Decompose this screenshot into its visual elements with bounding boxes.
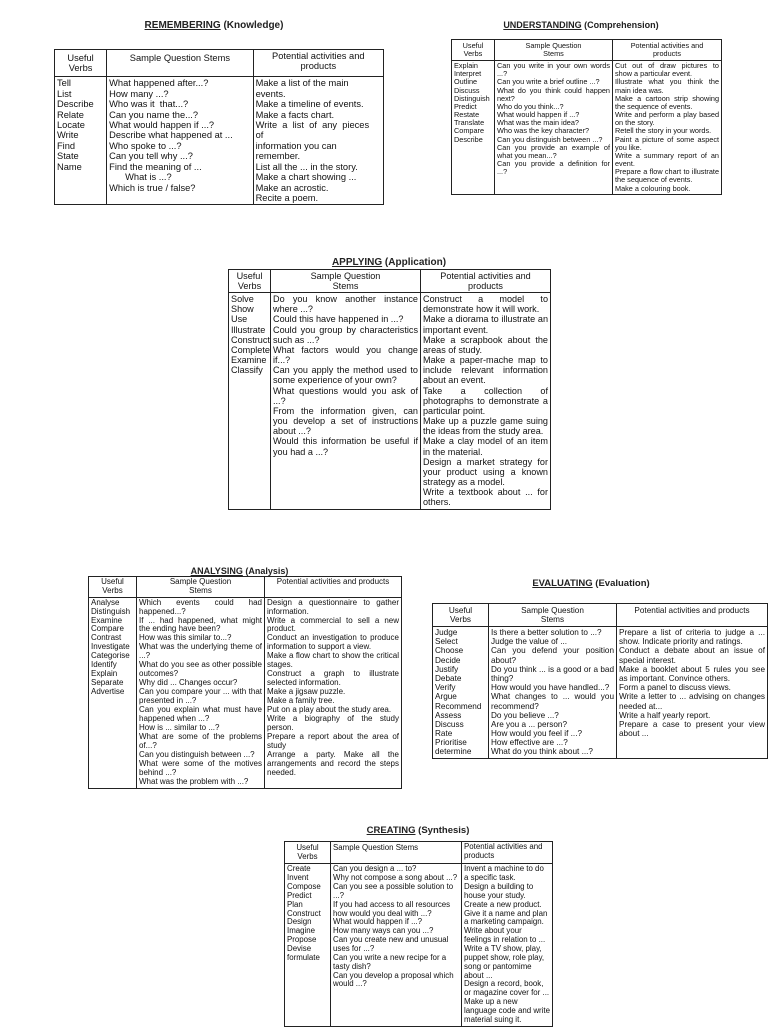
verb-item: Relate: [57, 109, 84, 120]
stem-item: Can you write in your own words ...?: [497, 61, 613, 79]
verb-item: Justify: [435, 664, 459, 674]
creating-title: [284, 825, 552, 836]
verb-item: Create: [287, 864, 311, 874]
verb-item: Choose: [435, 646, 464, 656]
activity-item: Cut out of draw pictures to show a particular event.: [615, 61, 722, 79]
verb-item: Illustrate: [231, 324, 266, 335]
verb-item: Discuss: [454, 85, 480, 95]
activity-item: Write and perform a play based on the story.: [615, 110, 722, 128]
verb-item: Recommend: [435, 701, 482, 711]
stem-item: What changes to ... would you recommend?: [491, 692, 617, 711]
verb-item: Distinguish: [454, 93, 490, 103]
activity-item: Make a booklet about 5 rules you see as important. Convince others.: [619, 664, 768, 683]
applying-activities-cell: [421, 293, 551, 510]
activity-item: Write a letter to ... advising on changes needed at...: [619, 692, 768, 711]
activity-item: Write about your feelings in relation to ...: [464, 926, 546, 945]
activity-item: Make an acrostic.: [255, 182, 329, 193]
applying-title-keyword: APPLYING: [331, 257, 383, 268]
activity-item: Conduct an investigation to produce information to support a view.: [267, 633, 402, 652]
verb-item: Write: [57, 130, 79, 141]
verb-item: Propose: [287, 935, 317, 945]
remembering-activities-cell: [253, 77, 383, 205]
understanding-verbs-cell: [452, 61, 495, 195]
stem-item: What would happen if ...?: [333, 917, 423, 927]
activity-item: Illustrate what you think the main idea was.: [615, 77, 722, 95]
verb-item: Explain: [454, 61, 478, 71]
verb-item: Investigate: [91, 642, 130, 652]
stem-item: Describe what happened at ...: [109, 130, 233, 141]
verb-item: Predict: [454, 101, 477, 111]
header-activities: Potential activities and products: [253, 50, 383, 77]
verb-item: Contrast: [91, 633, 122, 643]
understanding-header-row: [452, 40, 722, 61]
analysing-title: [78, 566, 401, 576]
verb-item: Discuss: [435, 719, 464, 729]
stem-item: Can you defend your position about?: [491, 646, 617, 665]
understanding-title: [441, 20, 721, 30]
verb-item: Construct: [287, 908, 321, 918]
stem-item: Do you believe ...?: [491, 710, 559, 720]
activity-item: Retell the story in your words.: [615, 126, 712, 136]
evaluating-table: [432, 603, 768, 759]
stem-item: How was this similar to...?: [139, 633, 232, 643]
header-activities: Potential activities and products: [265, 577, 402, 598]
creating-table: [284, 841, 553, 1027]
verb-item: formulate: [287, 952, 320, 962]
creating-verbs-cell: [285, 864, 331, 1026]
header-verbs: Useful Verbs: [89, 577, 137, 598]
understanding-body-row: [452, 61, 722, 195]
verb-item: Tell: [57, 78, 71, 89]
activity-item: Make a scrapbook about the areas of study.: [423, 334, 551, 355]
verb-item: Devise: [287, 943, 312, 953]
activity-item: Take a collection of photographs to demonstrate a particular point.: [423, 385, 551, 416]
stem-item: Can you name the...?: [109, 109, 199, 120]
stem-item: Can you compare your ... with that presented in ...?: [139, 687, 265, 706]
verb-item: Construct: [231, 334, 270, 345]
stem-item: Can you write a new recipe for a tasty dish?: [333, 952, 449, 971]
header-verbs: Useful Verbs: [55, 50, 107, 77]
header-stems: Sample Question Stems: [107, 50, 253, 77]
remembering-stems-cell: [107, 77, 253, 205]
verb-item: Plan: [287, 899, 303, 909]
verb-item: Identify: [91, 660, 117, 670]
activity-item: Make a colouring book.: [615, 183, 691, 193]
verb-item: Analyse: [91, 597, 120, 607]
verb-item: Judge: [435, 628, 458, 638]
verb-item: Name: [57, 161, 82, 172]
stem-item: Who do you think...?: [497, 101, 564, 111]
stem-item: How would you feel if ...?: [491, 729, 583, 739]
activity-item: Prepare a case to present your view about ...: [619, 719, 768, 739]
stem-item: Who was it that...?: [109, 99, 189, 110]
verb-item: Debate: [435, 673, 462, 683]
stem-item: What are some of the problems of...?: [139, 731, 265, 750]
activity-item: Form a panel to discuss views.: [619, 683, 731, 693]
remembering-verbs-cell: [55, 77, 107, 205]
verb-item: Interpret: [454, 69, 482, 79]
verb-item: Locate: [57, 120, 85, 131]
verb-item: Imagine: [287, 926, 316, 936]
header-activities: Potential activities and products: [617, 604, 768, 627]
analysing-title-keyword: ANALYSING: [190, 566, 243, 576]
verb-item: Prioritise: [435, 738, 467, 748]
applying-title-subtitle: (Application): [382, 257, 447, 268]
stem-item: How is ... similar to ...?: [139, 722, 220, 732]
header-stems: Sample Question Stems: [495, 40, 613, 61]
understanding-table: [451, 39, 722, 195]
stem-item: What do you see as other possible outcomes?: [139, 660, 265, 679]
stem-item: Are you a ... person?: [491, 719, 568, 729]
analysing-header-row: [89, 577, 402, 598]
header-stems: Sample Question Stems: [331, 842, 462, 864]
analysing-body-row: [89, 597, 402, 788]
activity-item: Make a paper-mache map to include relevant information about an event.: [423, 355, 551, 386]
remembering-title-subtitle: (Knowledge): [220, 20, 284, 31]
activity-item: Make a list of the main events.: [255, 78, 352, 99]
stem-item: Why not compose a song about ...?: [333, 873, 458, 883]
evaluating-body-row: [433, 627, 768, 759]
verb-item: Assess: [435, 710, 462, 720]
stem-item: Can you explain what must have happened when ...?: [139, 705, 265, 723]
header-activities: Potential activities and products: [613, 40, 722, 61]
verb-item: Outline: [454, 77, 478, 87]
verb-item: Verify: [435, 683, 456, 693]
activity-item: Write a list of any pieces of: [255, 120, 375, 141]
activity-item: Make a clay model of an item in the material.: [423, 436, 551, 457]
verb-item: Separate: [91, 678, 124, 688]
remembering-title-keyword: REMEMBERING: [144, 20, 221, 31]
activity-item: information you can remember.: [255, 140, 340, 162]
header-activities: Potential activities and products: [462, 842, 553, 864]
analysing-stems-cell: [137, 597, 265, 788]
verb-item: Describe: [454, 134, 483, 144]
verb-item: Compare: [454, 126, 485, 136]
activity-item: Prepare a report about the area of study: [267, 731, 402, 750]
stem-item: Which events could had happened...?: [139, 597, 265, 616]
evaluating-verbs-cell: [433, 627, 489, 759]
stem-item: Why did ... Changes occur?: [139, 678, 238, 688]
activity-item: Prepare a list of criteria to judge a ... show. Indicate priority and ratings.: [619, 628, 768, 647]
stem-item: Can you distinguish between ...?: [139, 749, 255, 759]
stem-item: Do you know another instance where ...?: [273, 294, 421, 315]
stem-item: How many ways can you ...?: [333, 926, 434, 936]
stem-item: If ... had happened, what might the ending have been?: [139, 615, 265, 634]
stem-item: Can you apply the method used to some experience of your own?: [273, 365, 421, 386]
evaluating-title-subtitle: (Evaluation): [592, 578, 650, 589]
creating-stems-cell: [331, 864, 462, 1026]
activity-item: Arrange a party. Make all the arrangements and record the steps needed.: [267, 749, 402, 777]
understanding-section: [451, 20, 721, 195]
verb-item: List: [57, 88, 72, 99]
verb-item: Advertise: [91, 687, 125, 697]
activity-item: Write a half yearly report.: [619, 710, 711, 720]
stem-item: What is ...?: [125, 172, 172, 183]
header-stems: Sample Question Stems: [271, 270, 421, 293]
verb-item: Decide: [435, 655, 461, 665]
activity-item: Write a textbook about ... for others.: [423, 487, 551, 508]
stem-item: What would happen if ...?: [497, 110, 580, 120]
stem-item: What was the main idea?: [497, 118, 579, 128]
activity-item: Conduct a debate about an issue of special interest.: [619, 646, 768, 665]
analysing-table: [88, 576, 402, 789]
stem-item: From the information given, can you develop a set of instructions about ...?: [273, 405, 421, 437]
understanding-activities-cell: [613, 61, 722, 195]
stem-item: Which is true / false?: [109, 182, 196, 193]
header-activities: Potential activities and products: [421, 270, 551, 293]
stem-item: What factors would you change if...?: [273, 344, 421, 366]
applying-table: [228, 269, 551, 510]
header-stems: Sample Question Stems: [489, 604, 617, 627]
remembering-header-row: [55, 50, 384, 77]
verb-item: Predict: [287, 890, 312, 900]
evaluating-title: [414, 578, 768, 589]
stem-item: What was the problem with ...?: [139, 776, 249, 786]
verb-item: Use: [231, 314, 248, 325]
verb-item: Categorise: [91, 651, 130, 661]
stem-item: Can you create new and unusual uses for ...?: [333, 935, 451, 953]
activity-item: Design a questionnaire to gather information.: [267, 597, 402, 616]
verb-item: Complete: [231, 344, 270, 355]
stem-item: Can you provide an example of what you mean...?: [497, 142, 613, 160]
understanding-stems-cell: [495, 61, 613, 195]
verb-item: Compose: [287, 882, 321, 892]
stem-item: If you had access to all resources how would you deal with ...?: [333, 899, 453, 918]
activity-item: Design a record, book, or magazine cover for ...: [464, 979, 550, 998]
remembering-table: [54, 49, 384, 205]
understanding-title-keyword: UNDERSTANDING: [503, 20, 582, 30]
activity-item: Construct a model to demonstrate how it will work.: [423, 294, 551, 315]
verb-item: Select: [435, 637, 458, 647]
activity-item: Make a timeline of events.: [255, 99, 364, 110]
verb-item: Examine: [231, 355, 267, 366]
verb-item: Design: [287, 917, 312, 927]
stem-item: Who spoke to ...?: [109, 140, 182, 151]
verb-item: State: [57, 151, 79, 162]
stem-item: Can you tell why ...?: [109, 151, 193, 162]
evaluating-section: [432, 578, 768, 759]
evaluating-title-keyword: EVALUATING: [532, 578, 593, 589]
verb-item: Distinguish: [91, 606, 131, 616]
activity-item: Write a biography of the study person.: [267, 713, 402, 732]
stem-item: What do you think could happen next?: [497, 85, 613, 103]
activity-item: Make up a new language code and write material suing it.: [464, 997, 553, 1024]
verb-item: Restate: [454, 110, 480, 120]
evaluating-stems-cell: [489, 627, 617, 759]
activity-item: Design a building to house your study.: [464, 882, 536, 900]
stem-item: What were some of the motives behind ...?: [139, 758, 265, 777]
evaluating-header-row: [433, 604, 768, 627]
activity-item: Prepare a flow chart to illustrate the sequence of events.: [615, 167, 722, 185]
stem-item: Can you distinguish between ...?: [497, 134, 603, 144]
stem-item: What do you think about ...?: [491, 747, 593, 757]
activity-item: Paint a picture of some aspect you like.: [615, 134, 722, 152]
stem-item: What would happen if ...?: [109, 120, 215, 131]
activity-item: Make a cartoon strip showing the sequence of events.: [615, 93, 722, 111]
verb-item: Solve: [231, 294, 254, 304]
activity-item: Make a facts chart.: [255, 109, 335, 120]
activity-item: Invent a machine to do a specific task.: [464, 864, 547, 883]
stem-item: Can you see a possible solution to ...?: [333, 882, 456, 900]
remembering-body-row: [55, 77, 384, 205]
analysing-section: [88, 566, 401, 789]
header-stems: Sample Question Stems: [137, 577, 265, 598]
activity-item: Write a TV show, play, puppet show, role play, song or pantomime about ...: [464, 943, 547, 980]
stem-item: Find the meaning of ...: [109, 161, 202, 172]
creating-header-row: [285, 842, 553, 864]
remembering-title: [44, 20, 384, 31]
analysing-activities-cell: [265, 597, 402, 788]
stem-item: Is there a better solution to ...?: [491, 628, 602, 638]
applying-section: [228, 257, 550, 510]
applying-body-row: [229, 293, 551, 510]
verb-item: Explain: [91, 669, 118, 679]
verb-item: Describe: [57, 99, 94, 110]
verb-item: Invent: [287, 873, 309, 883]
creating-body-row: [285, 864, 553, 1026]
stem-item: Could this have happened in ...?: [273, 314, 404, 325]
stem-item: Could you group by characteristics such as ...?: [273, 324, 421, 345]
activity-item: Recite a poem.: [255, 192, 319, 203]
header-verbs: Useful Verbs: [433, 604, 489, 627]
stem-item: Can you provide a definition for ...?: [497, 159, 613, 177]
creating-title-subtitle: (Synthesis): [415, 825, 470, 836]
header-verbs: Useful Verbs: [285, 842, 331, 864]
header-verbs: Useful Verbs: [229, 270, 271, 293]
stem-item: Judge the value of ...: [491, 637, 568, 647]
stem-item: What happened after...?: [109, 78, 209, 89]
activity-item: Make up a puzzle game suing the ideas from the study area.: [423, 416, 551, 437]
verb-item: Classify: [231, 365, 263, 376]
activity-item: Make a diorama to illustrate an important event.: [423, 314, 551, 335]
understanding-title-subtitle: (Comprehension): [581, 20, 659, 30]
stem-item: Can you design a ... to?: [333, 864, 417, 874]
analysing-title-subtitle: (Analysis): [242, 566, 289, 576]
evaluating-activities-cell: [617, 627, 768, 759]
stem-item: Can you develop a proposal which would ...?: [333, 970, 456, 989]
verb-item: Argue: [435, 692, 457, 702]
stem-item: What questions would you ask of ...?: [273, 385, 421, 406]
activity-item: Construct a graph to illustrate selected information.: [267, 669, 402, 688]
verb-item: Examine: [91, 615, 123, 625]
applying-header-row: [229, 270, 551, 293]
activity-item: Make a flow chart to show the critical stages.: [267, 651, 402, 670]
stem-item: How many ...?: [109, 88, 169, 99]
stem-item: How would you have handled...?: [491, 683, 610, 693]
activity-item: Write a summary report of an event.: [615, 150, 722, 169]
verb-item: determine: [435, 747, 472, 757]
remembering-section: [54, 20, 384, 205]
creating-title-keyword: CREATING: [366, 825, 416, 836]
activity-item: Make a jigsaw puzzle.: [267, 687, 346, 697]
stem-item: What was the underlying theme of ...?: [139, 642, 265, 661]
activity-item: Put on a play about the study area.: [267, 705, 392, 715]
stem-item: Can you write a brief outline ...?: [497, 77, 600, 87]
stem-item: How effective are ...?: [491, 738, 568, 748]
stem-item: Do you think ... is a good or a bad thing?: [491, 664, 617, 683]
analysing-verbs-cell: [89, 597, 137, 788]
activity-item: Design a market strategy for your product using a known strategy as a model.: [423, 456, 551, 488]
creating-activities-cell: [462, 864, 553, 1026]
stem-item: Who was the key character?: [497, 126, 590, 136]
activity-item: Write a commercial to sell a new product.: [267, 615, 402, 634]
applying-title: [228, 257, 550, 268]
activity-item: Make a family tree.: [267, 696, 335, 706]
activity-item: Make a chart showing ...: [255, 172, 357, 183]
activity-item: List all the ... in the story.: [255, 161, 358, 172]
creating-section: [284, 825, 552, 1027]
verb-item: Rate: [435, 729, 453, 739]
applying-verbs-cell: [229, 293, 271, 510]
verb-item: Show: [231, 304, 254, 315]
activity-item: Create a new product. Give it a name and plan a marketing campaign.: [464, 899, 550, 927]
header-verbs: Useful Verbs: [452, 40, 495, 61]
applying-stems-cell: [271, 293, 421, 510]
verb-item: Compare: [91, 624, 124, 634]
verb-item: Translate: [454, 118, 485, 128]
verb-item: Find: [57, 140, 76, 151]
stem-item: Would this information be useful if you had a ...?: [273, 436, 421, 457]
